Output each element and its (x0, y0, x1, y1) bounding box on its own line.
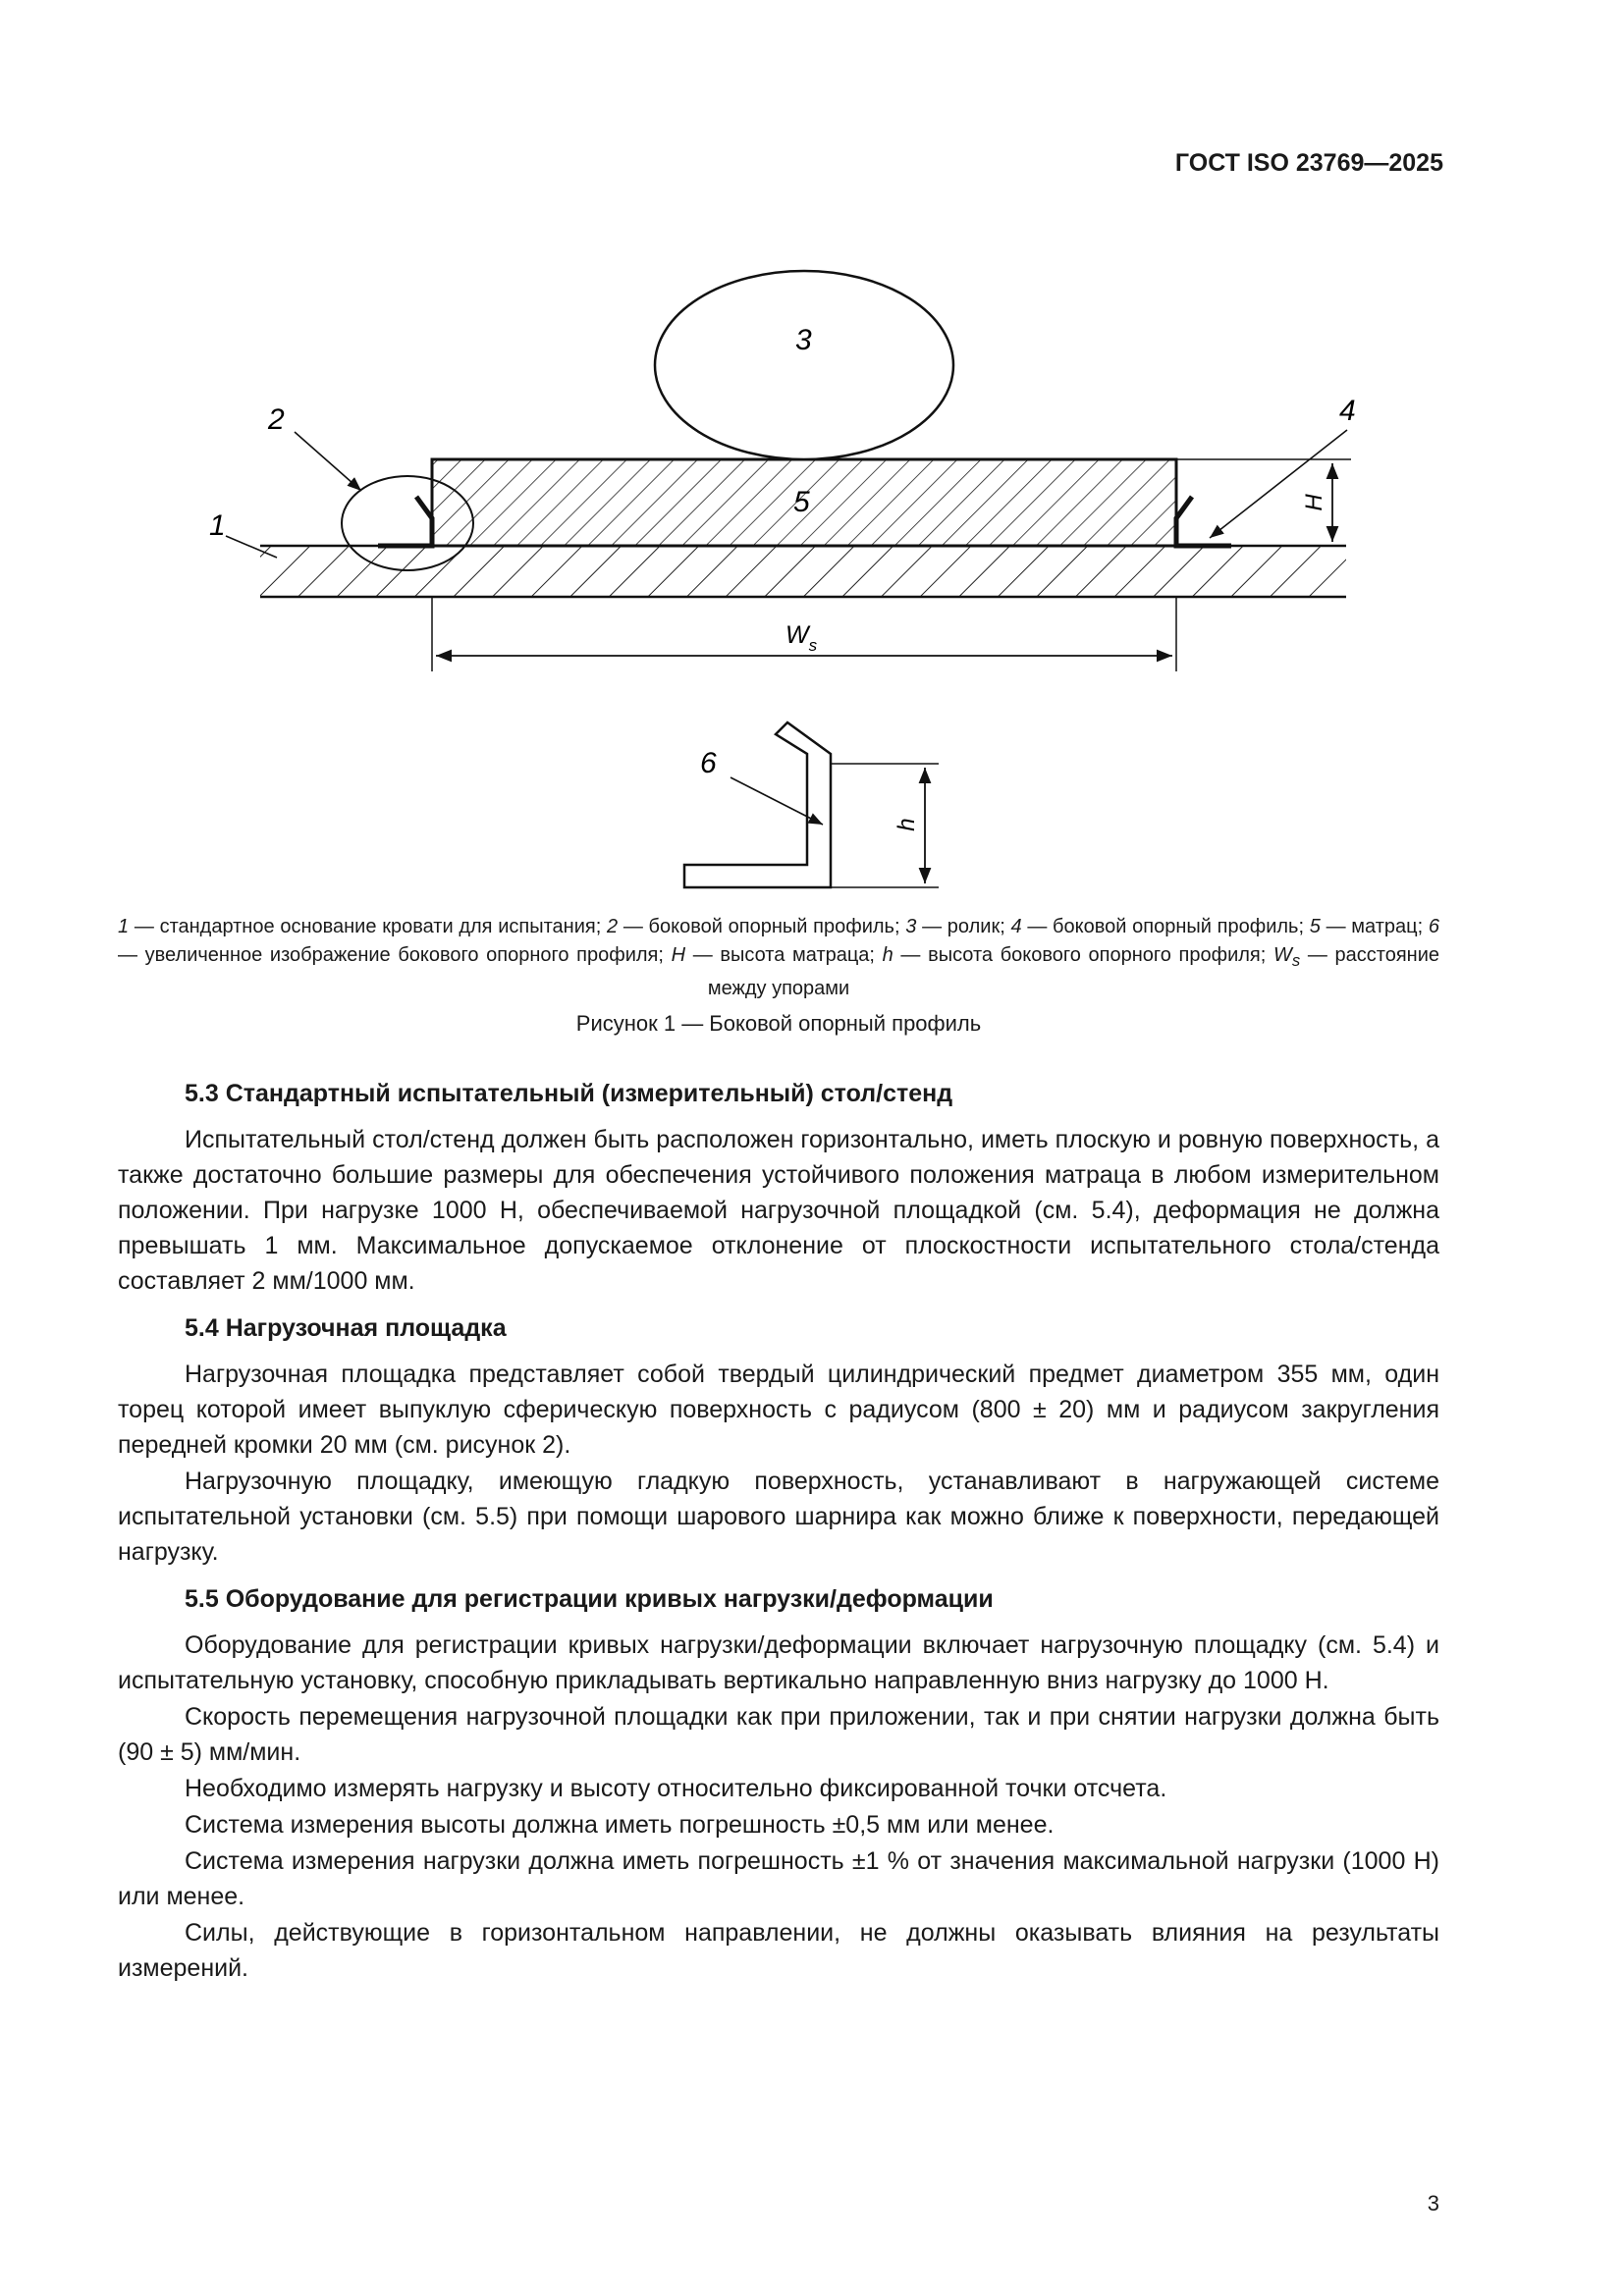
document-body (118, 1065, 1439, 1987)
legend-item: 4 — боковой опорный профиль; (1010, 916, 1310, 937)
paragraph: Оборудование для регистрации кривых нагрузки/деформации включает нагрузочную площадку (см. 5.4) и испытательную установку, способную прикладывать вертикально направленную вниз нагрузку до 1000 Н. (118, 1631, 1439, 1694)
figure-1-diagram (0, 0, 1624, 913)
paragraph: Нагрузочную площадку, имеющую гладкую поверхность, устанавливают в нагружающей системе испытательной установки (см. 5.5) при помощи шарового шарнира как можно ближе к поверхности, передающей нагрузку. (118, 1468, 1439, 1566)
right-side-support-profile (1176, 497, 1231, 546)
label-1: 1 (209, 509, 226, 542)
label-3: 3 (795, 324, 812, 356)
label-6: 6 (700, 747, 717, 779)
left-side-support-profile (378, 497, 432, 546)
label-5: 5 (793, 486, 810, 518)
legend-item: 5 — матрац; (1309, 916, 1429, 937)
legend-item: $W_s$ — расстояние между упорами (707, 944, 1439, 999)
section-heading: 5.5 Оборудование для регистрации кривых нагрузки/деформации (185, 1585, 994, 1613)
paragraph: Необходимо измерять нагрузку и высоту относительно фиксированной точки отсчета. (185, 1775, 1167, 1802)
legend-item: 2 — боковой опорный профиль; (606, 916, 906, 937)
paragraph: Скорость перемещения нагрузочной площадки как при приложении, так и при снятии нагрузки должна быть (90 ± 5) мм/мин. (118, 1703, 1439, 1766)
paragraph: Силы, действующие в горизонтальном направлении, не должны оказывать влияния на результаты измерений. (118, 1919, 1439, 1982)
paragraph: Система измерения высоты должна иметь погрешность ±0,5 мм или менее. (185, 1811, 1055, 1839)
figure-legend (118, 913, 1439, 1003)
test-bed-base (260, 546, 1346, 597)
label-h: h (893, 818, 920, 831)
label-4: 4 (1339, 395, 1356, 427)
leader-4 (1210, 430, 1347, 538)
section-heading: 5.4 Нагрузочная площадка (185, 1314, 507, 1342)
paragraph: Система измерения нагрузки должна иметь погрешность ±1 % от значения максимальной нагрузки (1000 Н) или менее. (118, 1847, 1439, 1910)
figure-caption: Рисунок 1 — Боковой опорный профиль (575, 1011, 982, 1036)
legend-item: 6 — увеличенное изображение бокового опорного профиля; (118, 916, 1440, 966)
page-number: 3 (1427, 2191, 1439, 2216)
legend-item: h — высота бокового опорного профиля; (882, 944, 1273, 966)
paragraph: Испытательный стол/стенд должен быть расположен горизонтально, иметь плоскую и ровную поверхность, а также достаточно большие размеры для обеспечения устойчивого положения матраца в любом измерительном положении. При нагрузке 1000 Н, обеспечиваемой нагрузочной площадкой (см. 5.4), деформация не должна превышать 1 мм. Максимальное допускаемое отклонение от плоскостности испытательного стола/стенда составляет 2 мм/1000 мм. (118, 1126, 1439, 1295)
legend-item: 3 — ролик; (905, 916, 1011, 937)
legend-item: 1 — стандартное основание кровати для испытания; (118, 916, 607, 937)
roller (655, 271, 953, 459)
leader-2 (295, 432, 361, 491)
legend-item: H — высота матраца; (671, 944, 883, 966)
enlarged-profile-detail (684, 722, 939, 887)
section-heading: 5.3 Стандартный испытательный (измерительный) стол/стенд (185, 1080, 953, 1107)
label-2: 2 (268, 403, 285, 436)
document-code-header: ГОСТ ISO 23769—2025 (1174, 149, 1443, 177)
label-Ws: $W_s$ (785, 621, 818, 655)
paragraph: Нагрузочная площадка представляет собой твердый цилиндрический предмет диаметром 355 мм, один торец которой имеет выпуклую сферическую поверхность с радиусом (800 ± 20) мм и радиусом закругления передней кромки 20 мм (см. рисунок 2). (118, 1361, 1439, 1459)
label-H: H (1301, 494, 1327, 511)
